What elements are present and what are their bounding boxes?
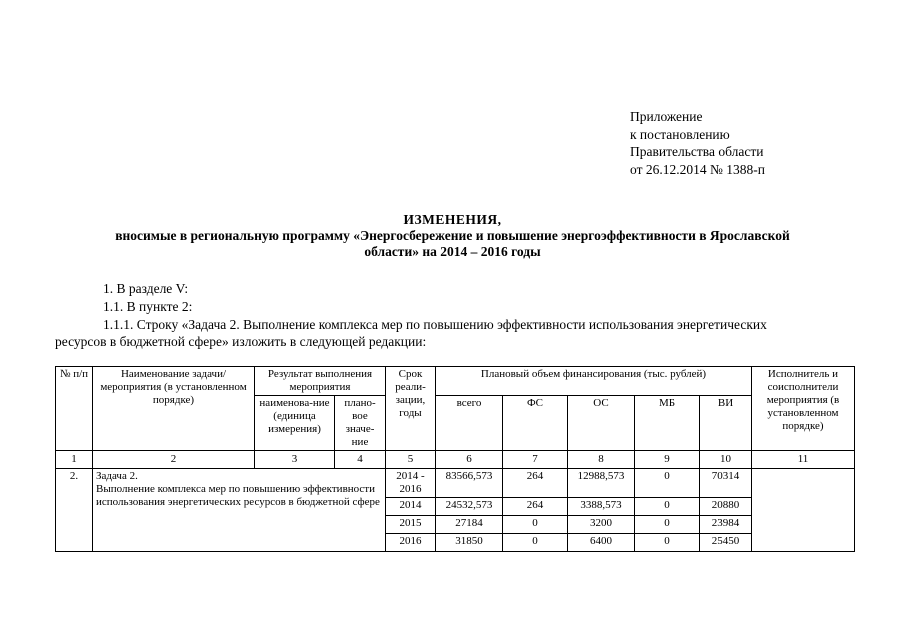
paragraph-item: 1.1. В пункте 2: [103, 299, 193, 314]
column-number: 6 [436, 451, 503, 469]
column-number: 1 [56, 451, 93, 469]
row-fs: 0 [503, 516, 568, 534]
row-term: 2015 [386, 516, 436, 534]
row-total: 27184 [436, 516, 503, 534]
row-term: 2016 [386, 534, 436, 552]
task-name [93, 469, 386, 552]
row-os: 3388,573 [568, 498, 635, 516]
paragraph-subitem: 1.1.1. Строку «Задача 2. Выполнение комплекса мер по повышению эффективности использования энергетических [103, 317, 767, 332]
row-executor [752, 469, 855, 552]
paragraph-continuation: ресурсов в бюджетной сфере» изложить в следующей редакции: [55, 334, 427, 349]
task-num: 2. [56, 469, 93, 552]
header-financing: Плановый объем финансирования (тыс. рублей) [436, 367, 752, 396]
header-os: ОС [568, 396, 635, 451]
financing-table [55, 366, 855, 552]
row-fs: 264 [503, 469, 568, 498]
column-number: 8 [568, 451, 635, 469]
paragraph-section: 1. В разделе V: [103, 281, 189, 296]
row-fs: 0 [503, 534, 568, 552]
table-row [56, 469, 855, 498]
appendix-line: Правительства области [630, 144, 764, 159]
header-result: Результат выполнения мероприятия [255, 367, 386, 396]
row-vi: 25450 [700, 534, 752, 552]
header-result-name: наименова-ние (единица измерения) [255, 396, 335, 451]
column-number: 4 [335, 451, 386, 469]
header-name: Наименование задачи/мероприятия (в установленном порядке) [93, 367, 255, 451]
column-number-row [56, 451, 855, 469]
title-subtitle-line: вносимые в региональную программу «Энергосбережение и повышение энергоэффективности в Ярославской [115, 228, 790, 243]
row-term: 2014 - 2016 [386, 469, 436, 498]
table-header-row [56, 367, 855, 396]
header-result-plan: плано-вое значе-ние [335, 396, 386, 451]
document-title [50, 212, 855, 260]
row-mb: 0 [635, 498, 700, 516]
header-num: № п/п [56, 367, 93, 451]
row-total: 31850 [436, 534, 503, 552]
row-mb: 0 [635, 469, 700, 498]
column-number: 10 [700, 451, 752, 469]
row-os: 12988,573 [568, 469, 635, 498]
column-number: 5 [386, 451, 436, 469]
column-number: 2 [93, 451, 255, 469]
header-fs: ФС [503, 396, 568, 451]
row-total: 24532,573 [436, 498, 503, 516]
column-number: 11 [752, 451, 855, 469]
task-name-title: Задача 2. [96, 470, 138, 482]
row-total: 83566,573 [436, 469, 503, 498]
row-mb: 0 [635, 534, 700, 552]
header-total: всего [436, 396, 503, 451]
appendix-line: к постановлению [630, 126, 730, 142]
title-subtitle-line: области» на 2014 – 2016 годы [364, 244, 541, 259]
header-vi: ВИ [700, 396, 752, 451]
appendix-date-number: от 26.12.2014 № 1388-п [630, 161, 765, 177]
task-name-text: Выполнение комплекса мер по повышению эффективности использования энергетических ресурсов в бюджетной сфере [96, 483, 380, 508]
row-fs: 264 [503, 498, 568, 516]
row-mb: 0 [635, 516, 700, 534]
row-os: 6400 [568, 534, 635, 552]
column-number: 9 [635, 451, 700, 469]
row-os: 3200 [568, 516, 635, 534]
header-mb: МБ [635, 396, 700, 451]
header-executor: Исполнитель и соисполнители мероприятия (в установленном порядке) [752, 367, 855, 451]
appendix-line: Приложение [630, 109, 703, 124]
row-vi: 70314 [700, 469, 752, 498]
row-vi: 20880 [700, 498, 752, 516]
title-heading: ИЗМЕНЕНИЯ, [403, 212, 502, 227]
header-term: Срок реали-зации, годы [386, 367, 436, 451]
appendix-block [630, 108, 765, 178]
row-vi: 23984 [700, 516, 752, 534]
column-number: 3 [255, 451, 335, 469]
row-term: 2014 [386, 498, 436, 516]
column-number: 7 [503, 451, 568, 469]
